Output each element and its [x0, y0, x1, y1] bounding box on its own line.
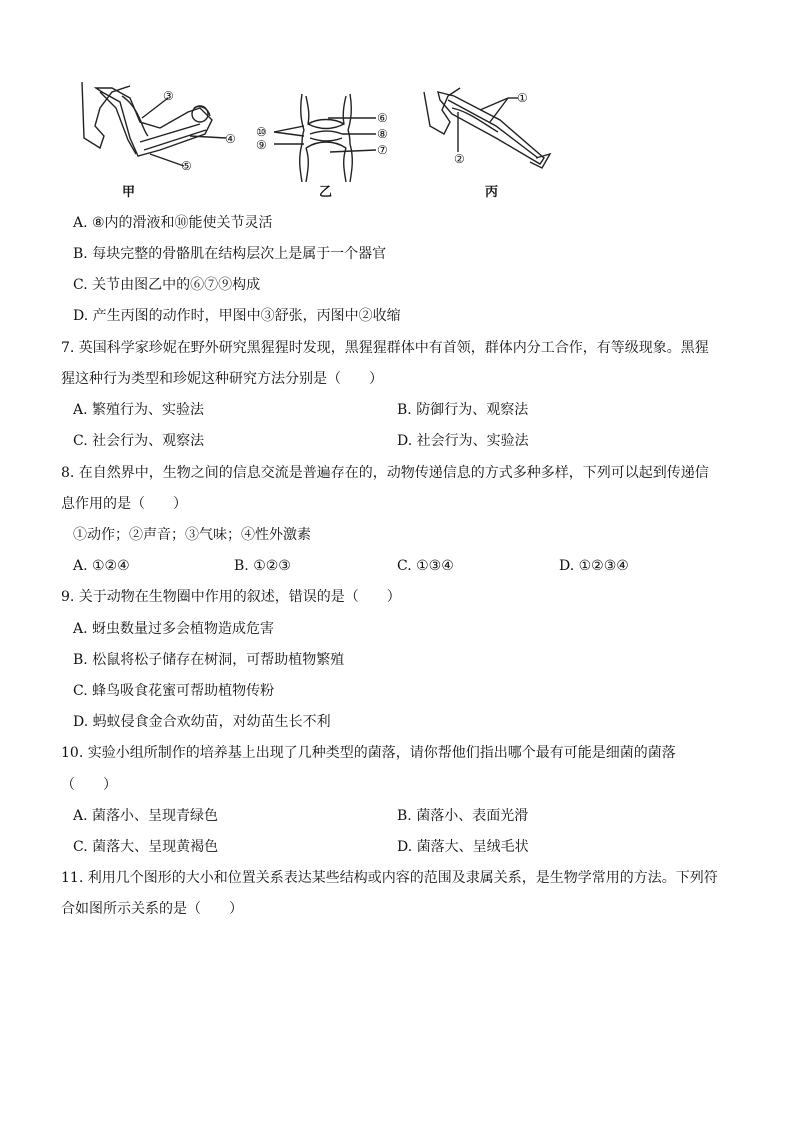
q6-option-a: A. ⑧内的滑液和⑩能使关节灵活 [73, 215, 273, 231]
q7-option-b: B. 防御行为、观察法 [397, 402, 529, 418]
label-8: ⑧ [377, 127, 388, 141]
q9-option-a: A. 蚜虫数量过多会植物造成危害 [73, 621, 275, 637]
q8-option-c: C. ①③④ [397, 558, 454, 574]
q10-option-a: A. 菌落小、呈现青绿色 [73, 808, 219, 824]
q7-option-d: D. 社会行为、实验法 [397, 433, 529, 449]
q9-option-b: B. 松鼠将松子储存在树洞，可帮助植物繁殖 [73, 652, 345, 668]
q7-stem-line2: 猩这种行为类型和珍妮这种研究方法分别是（ ） [61, 371, 383, 387]
q8-items: ①动作；②声音；③气味；④性外激素 [73, 527, 311, 543]
q6-option-c: C. 关节由图乙中的⑥⑦⑨构成 [73, 277, 261, 293]
q10-option-c: C. 菌落大、呈现黄褐色 [73, 839, 219, 855]
label-4: ④ [225, 132, 236, 146]
q10-option-d: D. 菌落大、呈绒毛状 [397, 839, 529, 855]
figure-yi-joint [300, 94, 353, 182]
q7-stem-line1: 7. 英国科学家珍妮在野外研究黑猩猩时发现，黑猩猩群体中有首领，群体内分工合作，有等级现象。黑猩 [61, 340, 709, 356]
q11-stem-line2: 合如图所示关系的是（ ） [61, 901, 243, 917]
label-10: ⑩ [256, 125, 267, 139]
q8-option-d: D. ①②③④ [559, 558, 629, 574]
q9-option-c: C. 蜂鸟吸食花蜜可帮助植物传粉 [73, 683, 275, 699]
label-3: ③ [163, 89, 174, 103]
caption-jia: 甲 [122, 185, 136, 200]
q7-option-a: A. 繁殖行为、实验法 [73, 402, 205, 418]
q9-option-d: D. 蚂蚁侵食金合欢幼苗，对幼苗生长不利 [73, 714, 331, 730]
label-6: ⑥ [377, 111, 388, 125]
muscle-joint-figure [60, 78, 560, 200]
q8-option-a: A. ①②④ [73, 558, 130, 574]
q10-stem-line1: 10. 实验小组所制作的培养基上出现了几种类型的菌落，请你帮他们指出哪个最有可能是细菌的菌落 [61, 745, 676, 761]
label-5: ⑤ [181, 159, 192, 173]
q8-stem-line1: 8. 在自然界中，生物之间的信息交流是普遍存在的，动物传递信息的方式多种多样，下列可以起到传递信 [61, 465, 709, 481]
caption-yi: 乙 [319, 185, 333, 200]
caption-bing: 丙 [485, 185, 499, 200]
label-1: ① [517, 91, 528, 105]
label-9: ⑨ [256, 138, 267, 152]
q10-option-b: B. 菌落小、表面光滑 [397, 808, 529, 824]
q8-option-b: B. ①②③ [234, 558, 291, 574]
q6-option-b: B. 每块完整的骨骼肌在结构层次上是属于一个器官 [73, 246, 387, 262]
figure-jia-arm [82, 82, 212, 156]
q8-stem-line2: 息作用的是（ ） [61, 496, 187, 512]
q11-stem-line1: 11. 利用几个图形的大小和位置关系表达某些结构或内容的范围及隶属关系，是生物学常用的方法。下列符 [61, 870, 718, 886]
q10-stem-line2: （ ） [61, 777, 117, 793]
q7-option-c: C. 社会行为、观察法 [73, 433, 205, 449]
figure-bing-arm [424, 88, 550, 168]
label-7: ⑦ [377, 143, 388, 157]
q9-stem: 9. 关于动物在生物圈中作用的叙述，错误的是（ ） [61, 589, 401, 605]
q6-option-d: D. 产生丙图的动作时，甲图中③舒张，丙图中②收缩 [73, 308, 401, 324]
label-2: ② [454, 152, 465, 166]
